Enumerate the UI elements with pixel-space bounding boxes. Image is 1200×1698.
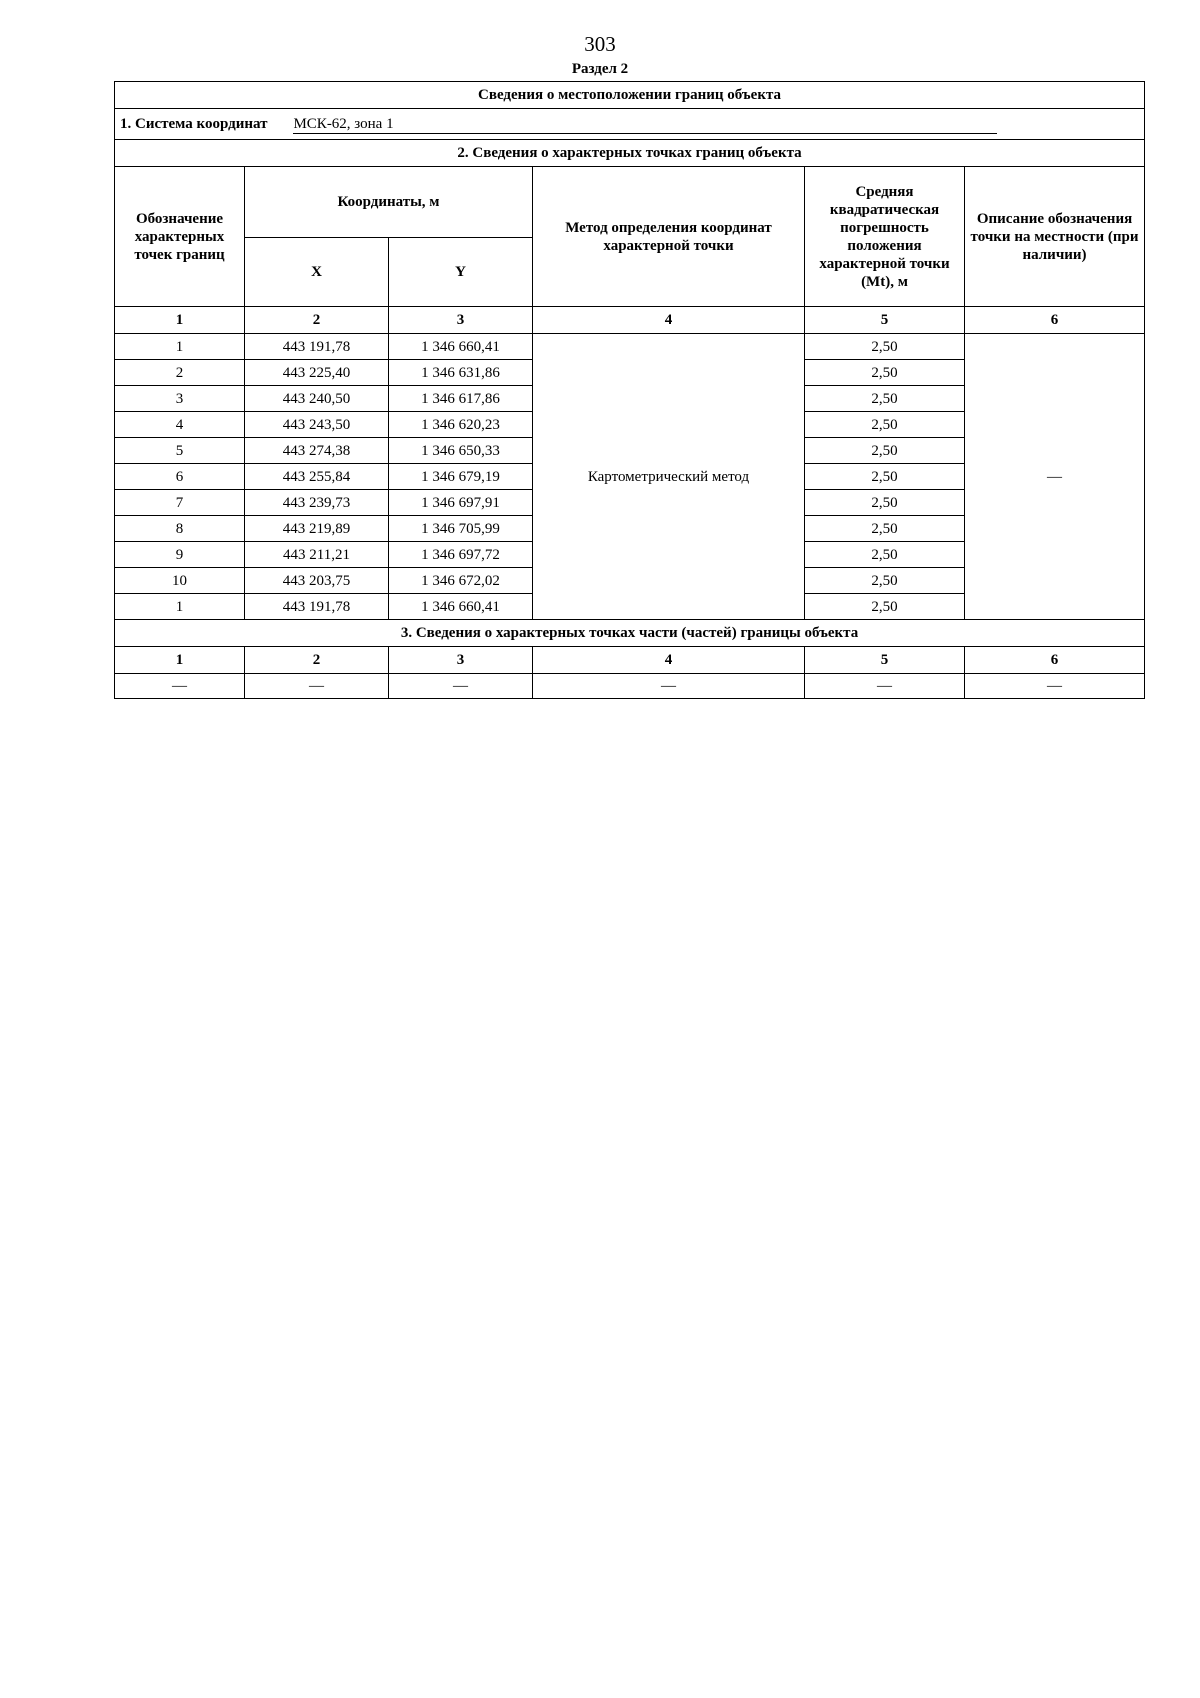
method-cell: Картометрический метод xyxy=(533,334,805,620)
point-y: 1 346 660,41 xyxy=(389,334,533,360)
column-number: 2 xyxy=(245,307,389,334)
part-point-cell: — xyxy=(389,674,533,699)
point-y: 1 346 679,19 xyxy=(389,464,533,490)
column-number-row-3 xyxy=(115,647,1145,674)
point-accuracy: 2,50 xyxy=(805,542,965,568)
point-x: 443 191,78 xyxy=(245,334,389,360)
point-number: 2 xyxy=(115,360,245,386)
point-row xyxy=(115,334,1145,360)
header-y: Y xyxy=(389,238,533,307)
point-x: 443 255,84 xyxy=(245,464,389,490)
point-x: 443 274,38 xyxy=(245,438,389,464)
point-number: 3 xyxy=(115,386,245,412)
column-number: 1 xyxy=(115,647,245,674)
part-point-cell: — xyxy=(533,674,805,699)
part-point-cell: — xyxy=(245,674,389,699)
column-number: 3 xyxy=(389,647,533,674)
point-number: 1 xyxy=(115,594,245,620)
column-number: 3 xyxy=(389,307,533,334)
point-accuracy: 2,50 xyxy=(805,490,965,516)
point-y: 1 346 697,91 xyxy=(389,490,533,516)
table-title: Сведения о местоположении границ объекта xyxy=(115,82,1145,109)
point-x: 443 203,75 xyxy=(245,568,389,594)
point-x: 443 243,50 xyxy=(245,412,389,438)
point-accuracy: 2,50 xyxy=(805,568,965,594)
point-number: 5 xyxy=(115,438,245,464)
point-number: 7 xyxy=(115,490,245,516)
point-accuracy: 2,50 xyxy=(805,464,965,490)
header-x: X xyxy=(245,238,389,307)
coord-system-label: 1. Система координат xyxy=(120,115,268,132)
point-x: 443 219,89 xyxy=(245,516,389,542)
subsection3-title: 3. Сведения о характерных точках части (частей) границы объекта xyxy=(115,620,1145,647)
point-y: 1 346 617,86 xyxy=(389,386,533,412)
column-number: 2 xyxy=(245,647,389,674)
boundary-table-wrapper xyxy=(114,81,1144,699)
header-coordinates: Координаты, м xyxy=(245,167,533,238)
coord-system-row xyxy=(115,109,1145,140)
header-point-designation: Обозначение характерных точек границ xyxy=(115,167,245,307)
point-accuracy: 2,50 xyxy=(805,594,965,620)
part-point-cell: — xyxy=(115,674,245,699)
point-number: 8 xyxy=(115,516,245,542)
column-number: 4 xyxy=(533,647,805,674)
point-y: 1 346 672,02 xyxy=(389,568,533,594)
point-y: 1 346 631,86 xyxy=(389,360,533,386)
point-y: 1 346 650,33 xyxy=(389,438,533,464)
column-number: 6 xyxy=(965,307,1145,334)
point-accuracy: 2,50 xyxy=(805,360,965,386)
section-title: Раздел 2 xyxy=(571,61,629,77)
part-point-cell: — xyxy=(805,674,965,699)
point-x: 443 191,78 xyxy=(245,594,389,620)
header-method: Метод определения координат характерной точки xyxy=(533,167,805,307)
point-accuracy: 2,50 xyxy=(805,438,965,464)
description-cell: — xyxy=(965,334,1145,620)
column-number: 6 xyxy=(965,647,1145,674)
point-y: 1 346 705,99 xyxy=(389,516,533,542)
point-number: 6 xyxy=(115,464,245,490)
part-point-cell: — xyxy=(965,674,1145,699)
column-number: 1 xyxy=(115,307,245,334)
column-number: 4 xyxy=(533,307,805,334)
point-accuracy: 2,50 xyxy=(805,334,965,360)
point-x: 443 225,40 xyxy=(245,360,389,386)
point-number: 4 xyxy=(115,412,245,438)
point-number: 9 xyxy=(115,542,245,568)
coord-system-value: МСК-62, зона 1 xyxy=(293,115,997,134)
point-number: 10 xyxy=(115,568,245,594)
point-number: 1 xyxy=(115,334,245,360)
subsection2-title: 2. Сведения о характерных точках границ объекта xyxy=(115,140,1145,167)
column-number-row xyxy=(115,307,1145,334)
column-number: 5 xyxy=(805,647,965,674)
point-accuracy: 2,50 xyxy=(805,516,965,542)
point-accuracy: 2,50 xyxy=(805,412,965,438)
point-x: 443 211,21 xyxy=(245,542,389,568)
point-accuracy: 2,50 xyxy=(805,386,965,412)
point-x: 443 240,50 xyxy=(245,386,389,412)
page-number: 303 xyxy=(584,32,616,56)
part-point-row xyxy=(115,674,1145,699)
point-y: 1 346 697,72 xyxy=(389,542,533,568)
point-x: 443 239,73 xyxy=(245,490,389,516)
column-number: 5 xyxy=(805,307,965,334)
header-description: Описание обозначения точки на местности (при наличии) xyxy=(965,167,1145,307)
boundary-table xyxy=(114,81,1145,699)
header-accuracy: Средняя квадратическая погрешность положения характерной точки (Mt), м xyxy=(805,167,965,307)
point-y: 1 346 620,23 xyxy=(389,412,533,438)
point-y: 1 346 660,41 xyxy=(389,594,533,620)
